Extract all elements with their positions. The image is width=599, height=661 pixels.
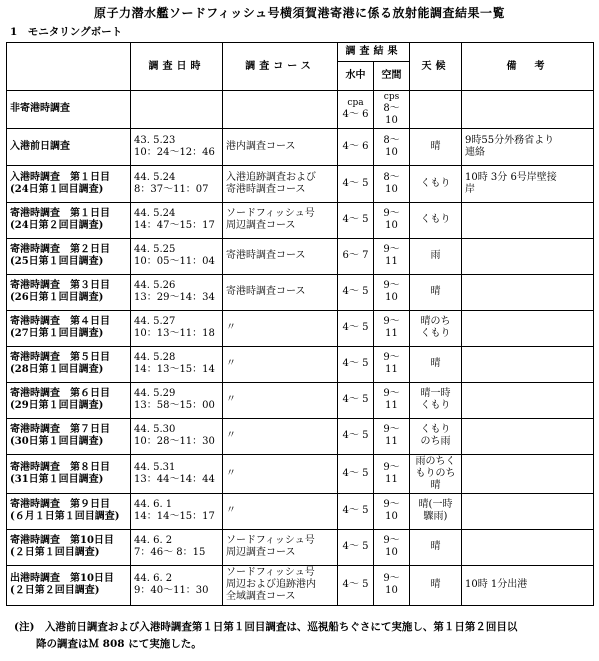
section-subtitle: 1 モニタリングボート [10, 26, 123, 38]
row-course [223, 382, 338, 418]
row-date-text: 9：40〜11：30 [134, 585, 209, 597]
row-date-text: 7：46〜 8：15 [134, 547, 206, 559]
pre-row-air [374, 91, 410, 129]
row-air [374, 529, 410, 565]
row-air [374, 382, 410, 418]
row-label-text: (30日第１回目調査) [10, 436, 104, 448]
row-water-text: 4〜 5 [342, 467, 369, 479]
row-water-text: 4〜 5 [342, 505, 369, 517]
row-date-text: 44. 5.25 [134, 244, 176, 256]
row-date-text: 14：47〜15：17 [134, 220, 215, 232]
header-course: 調査コース [223, 43, 338, 91]
row-label-text: (24日第２回目調査) [10, 220, 104, 232]
row-weather-text: くもり [420, 177, 451, 189]
row-air-text: 9〜11 [383, 388, 400, 412]
row-weather [410, 165, 462, 202]
row-label [7, 165, 131, 202]
row-air-text: 8〜10 [383, 134, 400, 158]
row-water-text: 6〜 7 [342, 250, 369, 262]
row-course-text: 〃 [226, 430, 236, 442]
row-course-text: 寄港時調査コース [226, 183, 306, 195]
row-date-text: 14：14〜15：17 [134, 511, 215, 523]
row-air-text: 9〜11 [383, 461, 400, 485]
header-result: 調査結果 [338, 43, 410, 62]
row-label-text: (31日第１回目調査) [10, 473, 104, 485]
row-water-text: 4〜 5 [342, 214, 369, 226]
header-label [7, 43, 131, 91]
header-water: 水中 [338, 62, 374, 91]
row-label-text: (25日第１回目調査) [10, 256, 104, 268]
row-label-text: 寄港時調査 第８日目 [10, 461, 110, 473]
row-air [374, 238, 410, 274]
row-label-text: 寄港時調査 第１日目 [10, 208, 110, 220]
row-weather-text: 晴 [430, 358, 441, 370]
results-table [6, 42, 594, 606]
row-date-text: 10：28〜11：30 [134, 436, 215, 448]
table-row [7, 346, 594, 382]
row-label-text: 寄港時調査 第３日目 [10, 280, 110, 292]
row-date [131, 202, 223, 238]
row-weather-text: 雨 [430, 250, 441, 262]
row-water-text: 4〜 6 [342, 140, 369, 152]
row-date-text: 44. 5.29 [134, 388, 176, 400]
row-course-text: 周辺調査コース [226, 220, 296, 232]
row-water [338, 382, 374, 418]
row-date-text: 10：05〜11：04 [134, 256, 215, 268]
row-date [131, 346, 223, 382]
row-air-text: 9〜10 [383, 280, 400, 304]
row-course-text: 寄港時調査コース [226, 286, 306, 298]
row-date-text: 44. 6. 1 [134, 499, 173, 511]
row-remarks [462, 346, 594, 382]
row-label [7, 382, 131, 418]
pre-water-value: 4〜 6 [342, 108, 369, 120]
row-water-text: 4〜 5 [342, 358, 369, 370]
row-remarks [462, 529, 594, 565]
row-water-text: 4〜 5 [342, 177, 369, 189]
row-course-text: 〃 [226, 322, 236, 334]
table-row [7, 493, 594, 529]
row-course [223, 565, 338, 605]
row-label-text: 寄港時調査 第２日目 [10, 244, 110, 256]
row-remarks [462, 565, 594, 605]
row-water [338, 346, 374, 382]
row-course-text: 全域調査コース [226, 591, 296, 603]
row-weather [410, 418, 462, 454]
unit-air: cps [383, 92, 400, 102]
row-weather [410, 128, 462, 165]
row-air [374, 274, 410, 310]
row-label [7, 529, 131, 565]
row-date [131, 310, 223, 346]
row-remarks-text: 岸 [465, 183, 475, 195]
row-date-text: 44. 6. 2 [134, 535, 173, 547]
row-course [223, 493, 338, 529]
row-label [7, 454, 131, 493]
row-remarks [462, 418, 594, 454]
table-row [7, 454, 594, 493]
table-row [7, 128, 594, 165]
row-air [374, 346, 410, 382]
footnote-line-1: (注) 入港前日調査および入港時調査第１日第１回目調査は、巡視船ちぐさにて実施し、第１日第２回目以 [14, 621, 518, 633]
row-weather-text: 晴のち [420, 316, 451, 328]
row-weather-text: 驟雨) [423, 511, 448, 523]
row-air-text: 9〜10 [383, 535, 400, 559]
row-date-text: 14：13〜15：14 [134, 364, 215, 376]
row-label-text: 寄港時調査 第４日目 [10, 316, 110, 328]
row-date-text: 43. 5.23 [134, 134, 176, 146]
row-date [131, 165, 223, 202]
row-water [338, 529, 374, 565]
row-weather-text: のち雨 [420, 436, 451, 448]
row-air-text: 9〜11 [383, 244, 400, 268]
row-course-text: 寄港時調査コース [226, 250, 306, 262]
row-label-text: 寄港時調査 第７日目 [10, 424, 110, 436]
row-remarks [462, 165, 594, 202]
row-air [374, 310, 410, 346]
row-water [338, 454, 374, 493]
row-date-text: 10：24〜12：46 [134, 146, 215, 158]
row-weather-text: 晴 [430, 286, 441, 298]
row-course-text: ソードフィッシュ号 [226, 567, 315, 579]
row-water [338, 165, 374, 202]
row-weather-text: もりのち [415, 467, 456, 479]
row-remarks [462, 274, 594, 310]
row-date [131, 493, 223, 529]
table-row [7, 238, 594, 274]
row-weather [410, 382, 462, 418]
row-label-text: (６月１日第１回目調査) [10, 511, 120, 523]
row-air-text: 8〜10 [383, 171, 400, 195]
row-air-text: 9〜11 [383, 316, 400, 340]
row-course [223, 418, 338, 454]
pre-row-label: 非寄港時調査 [7, 91, 131, 129]
row-water [338, 493, 374, 529]
row-course-text: 港内調査コース [226, 140, 296, 152]
row-air-text: 9〜11 [383, 424, 400, 448]
row-label-text: (27日第１回目調査) [10, 328, 104, 340]
row-air [374, 493, 410, 529]
row-air [374, 165, 410, 202]
row-label-text: (24日第１回目調査) [10, 183, 104, 195]
row-weather [410, 274, 462, 310]
row-remarks [462, 238, 594, 274]
row-date-text: 44. 5.28 [134, 352, 176, 364]
row-remarks-text: 10時 1分出港 [465, 579, 528, 591]
row-weather-text: くもり [420, 424, 451, 436]
row-weather-text: 晴一時 [420, 388, 451, 400]
row-water-text: 4〜 5 [342, 394, 369, 406]
row-label [7, 565, 131, 605]
header-weather: 天候 [410, 43, 462, 91]
footnote [14, 619, 589, 653]
row-course-text: 入港追跡調査および [226, 171, 316, 183]
row-remarks-text: 連絡 [465, 146, 485, 158]
row-weather-text: 雨のちく [415, 455, 456, 467]
row-course [223, 529, 338, 565]
row-air [374, 128, 410, 165]
row-course-text: 〃 [226, 505, 236, 517]
row-water [338, 238, 374, 274]
row-course [223, 310, 338, 346]
table-row [7, 382, 594, 418]
row-water [338, 202, 374, 238]
row-label [7, 493, 131, 529]
row-label-text: (28日第１回目調査) [10, 364, 104, 376]
row-date [131, 418, 223, 454]
row-label-text: 寄港時調査 第９日目 [10, 499, 110, 511]
row-date [131, 274, 223, 310]
row-label [7, 418, 131, 454]
row-label [7, 202, 131, 238]
row-course [223, 238, 338, 274]
row-weather-text: くもり [420, 214, 451, 226]
row-date-text: 13：44〜14：44 [134, 473, 215, 485]
row-date-text: 44. 5.27 [134, 316, 176, 328]
row-date [131, 382, 223, 418]
row-course [223, 346, 338, 382]
table-row [7, 418, 594, 454]
table-row [7, 310, 594, 346]
row-date-text: 44. 6. 2 [134, 573, 173, 585]
row-label-text: 入港前日調査 [10, 140, 70, 152]
row-weather [410, 346, 462, 382]
row-water [338, 418, 374, 454]
row-label [7, 128, 131, 165]
row-date-text: 10：13〜11：18 [134, 328, 215, 340]
row-label-text: 寄港時調査 第10日目 [10, 535, 114, 547]
footnote-line-2: 降の調査はＭ 808 にて実施した。 [36, 637, 202, 650]
row-water-text: 4〜 5 [342, 322, 369, 334]
row-air-text: 9〜11 [383, 352, 400, 376]
row-remarks [462, 128, 594, 165]
row-remarks-text: 9時55分外務省より [465, 134, 555, 146]
table-row [7, 165, 594, 202]
row-date-text: 44. 5.30 [134, 424, 176, 436]
header-remarks: 備 考 [462, 43, 594, 91]
row-label-text: 寄港時調査 第６日目 [10, 388, 110, 400]
row-label [7, 238, 131, 274]
row-water-text: 4〜 5 [342, 579, 369, 591]
row-air [374, 454, 410, 493]
row-label-text: (29日第１回目調査) [10, 400, 104, 412]
row-air-text: 9〜10 [383, 208, 400, 232]
row-course [223, 274, 338, 310]
row-weather-text: 晴 [430, 140, 441, 152]
row-course [223, 128, 338, 165]
row-label-text: (２日第２回目調査) [10, 585, 100, 597]
row-remarks [462, 454, 594, 493]
row-course-text: 周辺調査コース [226, 547, 296, 559]
row-label-text: 寄港時調査 第５日目 [10, 352, 110, 364]
row-water [338, 565, 374, 605]
row-weather [410, 310, 462, 346]
row-label-text: (26日第１回目調査) [10, 292, 104, 304]
row-weather [410, 493, 462, 529]
row-water-text: 4〜 5 [342, 286, 369, 298]
row-remarks [462, 382, 594, 418]
pre-air-value: 8〜10 [383, 102, 400, 126]
row-course [223, 454, 338, 493]
row-course [223, 165, 338, 202]
row-date-text: 13：29〜14：34 [134, 292, 215, 304]
row-label [7, 274, 131, 310]
row-date-text: 44. 5.24 [134, 171, 176, 183]
row-remarks [462, 493, 594, 529]
row-air [374, 418, 410, 454]
unit-water: cpa [347, 98, 364, 108]
header-date: 調査日時 [131, 43, 223, 91]
row-date-text: 44. 5.26 [134, 280, 176, 292]
table-row [7, 274, 594, 310]
row-water [338, 310, 374, 346]
row-water-text: 4〜 5 [342, 541, 369, 553]
row-date-text: 44. 5.24 [134, 208, 176, 220]
row-course-text: 〃 [226, 467, 236, 479]
row-date [131, 529, 223, 565]
row-weather-text: くもり [420, 328, 451, 340]
header-air: 空間 [374, 62, 410, 91]
row-weather [410, 454, 462, 493]
row-weather-text: くもり [420, 400, 451, 412]
pre-row [7, 91, 594, 129]
row-weather [410, 238, 462, 274]
row-course-text: ソードフィッシュ号 [226, 208, 315, 220]
row-course-text: ソードフィッシュ号 [226, 535, 315, 547]
row-weather [410, 529, 462, 565]
row-date-text: 44. 5.31 [134, 461, 176, 473]
page-title: 原子力潜水艦ソードフィッシュ号横須賀港寄港に係る放射能調査結果一覧 [94, 6, 505, 20]
row-label [7, 346, 131, 382]
row-label-text: (２日第１回目調査) [10, 547, 100, 559]
table-row [7, 529, 594, 565]
row-date [131, 454, 223, 493]
row-water [338, 128, 374, 165]
row-remarks-text: 10時 3分 6号岸壁接 [465, 171, 557, 183]
row-label [7, 310, 131, 346]
row-label-text: 入港時調査 第１日目 [10, 171, 110, 183]
row-course-text: 〃 [226, 358, 236, 370]
row-air [374, 565, 410, 605]
row-date [131, 238, 223, 274]
row-weather [410, 565, 462, 605]
row-weather-text: 晴 [430, 579, 441, 591]
row-weather-text: 晴 [430, 479, 441, 491]
table-row [7, 565, 594, 605]
row-remarks [462, 202, 594, 238]
row-weather [410, 202, 462, 238]
row-date-text: 8：37〜11：07 [134, 183, 209, 195]
row-course [223, 202, 338, 238]
row-air-text: 9〜10 [383, 499, 400, 523]
row-date [131, 128, 223, 165]
row-date-text: 13：58〜15：00 [134, 400, 215, 412]
row-weather-text: 晴 [430, 541, 441, 553]
pre-row-water [338, 91, 374, 129]
row-weather-text: 晴(一時 [418, 499, 453, 511]
row-date [131, 565, 223, 605]
row-label-text: 出港時調査 第10日目 [10, 573, 114, 585]
row-air-text: 9〜10 [383, 573, 400, 597]
row-course-text: 周辺および追跡港内 [226, 579, 316, 591]
row-air [374, 202, 410, 238]
row-course-text: 〃 [226, 394, 236, 406]
row-water [338, 274, 374, 310]
row-water-text: 4〜 5 [342, 430, 369, 442]
table-row [7, 202, 594, 238]
row-remarks [462, 310, 594, 346]
